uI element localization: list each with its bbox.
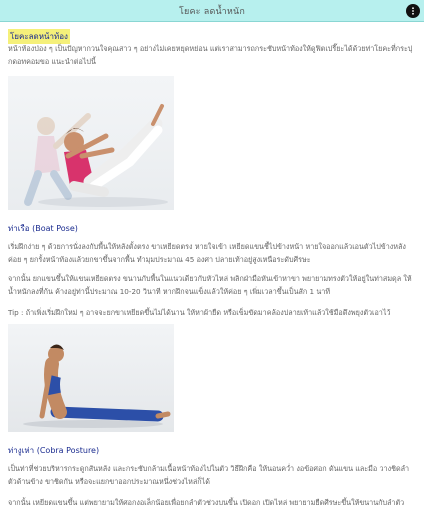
app-header	[0, 0, 424, 22]
boat-pose-photo	[8, 76, 174, 210]
app-title: โยคะ ลดน้ำหนัก	[178, 6, 246, 17]
vertical-dots-icon	[409, 7, 417, 15]
boat-paragraph-1: เริ่มฝึกง่าย ๆ ด้วยการนั่งลงกับพื้นให้หลังตั้งตรง ขาเหยียดตรง หายใจเข้า เหยียดแขนชี้ไปข้างหน้า หายใจออกแล้วเอนตัวไปข้างหลัง ค่อย ๆ ยกรั้งหน้าท้องแล้วยกขาขึ้นจากพื้น ทำมุมประมาณ 45 องศา ปลายเท้าอยู่สูงเหนือระดับศีรษะ	[8, 242, 406, 264]
cobra-paragraph-1: เป็นท่าที่ช่วยบริหารกระดูกสันหลัง และกระชับกล้ามเนื้อหน้าท้องไปในตัว วิธีฝึกคือ ให้นอนคว่ำ งอข้อศอก ดันแขน และมือ วางชิดลำตัวด้านข้าง ขาชิดกัน หรือจะแยกขาออกประมาณหนึ่งช่วงไหล่ก็ได้	[8, 464, 410, 486]
boat-tip: Tip : ถ้าเพิ่งเริ่มฝึกใหม่ ๆ อาจจะยกขาเหยียดขึ้นไม่ได้นาน ให้หาผ้ายืด หรือเข็มขัดมาคล้องปลายเท้าแล้วใช้มือดึงพยุงตัวเอาไว้	[8, 308, 391, 317]
pose-title-boat: ท่าเรือ (Boat Pose)	[8, 224, 78, 233]
intro-paragraph: หน้าท้องป่อง ๆ เป็นปัญหากวนใจคุณสาว ๆ อย่างไม่เคยหยุดหย่อน แต่เราสามารถกระชับหน้าท้องให้ดูฟิตเปรี๊ยะได้ด้วยท่าโยคะที่กระปุกดอทคอมขอ แนะนำต่อไปนี้	[8, 44, 413, 66]
cobra-paragraph-2: จากนั้น เหยียดแขนขึ้น แต่พยายามให้ศอกงอเล็กน้อยเพื่อยกลำตัวช่วงบนขึ้น เปิดอก เปิดไหล่ พยายามยืดศีรษะขึ้นให้ขนานกับลำตัว	[8, 498, 405, 507]
cobra-pose-photo	[8, 324, 174, 432]
boat-paragraph-2: จากนั้น ยกแขนขึ้นให้แขนเหยียดตรง ขนานกับพื้นในแนวเดียวกับหัวไหล่ พลิกฝ่ามือหันเข้าหาขา พยายามทรงตัวให้อยู่ในท่าสมดุล ให้น้ำหนักลงที่ก้น ค้างอยู่ท่านี้ประมาณ 10-20 วินาที หากฝึกจนแข็งแล้วให้ค่อย ๆ เพิ่มเวลาขึ้นเป็นสัก 1 นาที	[8, 274, 412, 296]
section-title: โยคะลดหน้าท้อง	[8, 29, 70, 44]
article-content	[8, 24, 416, 507]
menu-button[interactable]	[406, 4, 420, 18]
pose-title-cobra: ท่างูเห่า (Cobra Posture)	[8, 446, 100, 455]
